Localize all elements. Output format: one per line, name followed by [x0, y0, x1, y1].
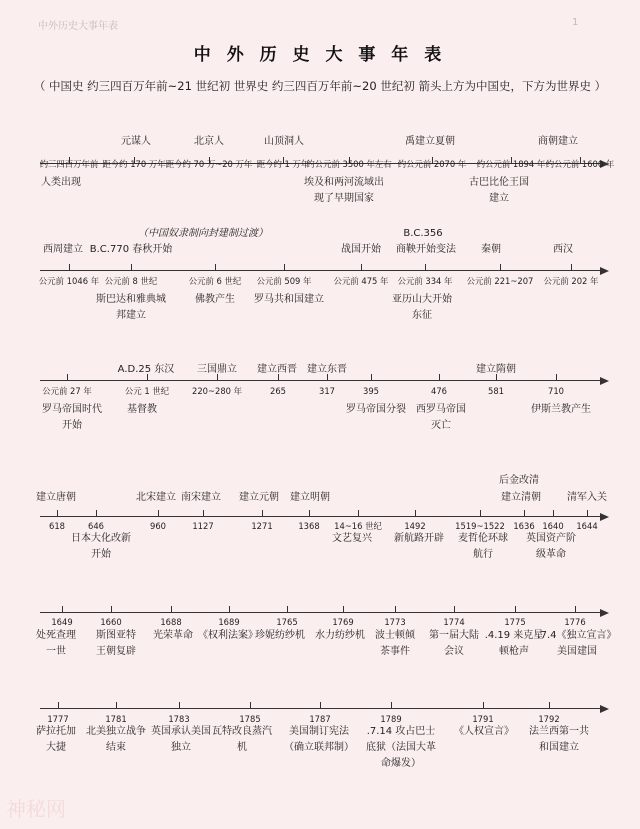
timeline-tick [415, 510, 416, 516]
timeline-tick [58, 702, 59, 708]
event-line: 和国建立 [539, 742, 579, 753]
event-above-label: （中国奴隶制向封建制过渡） [138, 228, 268, 239]
date-label: 公元前 509 年 [256, 276, 312, 286]
date-label: 1636 [513, 521, 535, 531]
event-below-label [429, 628, 479, 660]
event-above-label: 商朝建立 [538, 136, 578, 147]
event-line: 瓦特改良蒸汽 [212, 726, 272, 737]
event-line: 《人权宣言》 [454, 726, 514, 737]
date-label: 1783 [168, 714, 190, 724]
event-below-label [151, 724, 211, 756]
event-line: 西罗马帝国 [416, 404, 466, 415]
date-label: 1785 [239, 714, 261, 724]
date-label: 14~16 世纪 [334, 521, 382, 531]
date-label: 公元前 221~207 [466, 276, 534, 286]
event-below-label [36, 628, 76, 660]
event-above-label: 建立唐朝 [36, 492, 76, 503]
event-line: 亚历山大开始 [392, 294, 452, 305]
event-above-label: 三国鼎立 [197, 364, 237, 375]
event-line: 顿枪声 [499, 646, 529, 657]
event-below-label [485, 628, 544, 660]
event-below-label [531, 402, 591, 418]
event-line: 佛教产生 [195, 294, 235, 305]
date-label: 1688 [160, 617, 182, 627]
event-below-label [392, 292, 452, 324]
event-line: 王朝复辟 [96, 646, 136, 657]
date-label: 618 [49, 521, 65, 531]
date-label: 1775 [504, 617, 526, 627]
event-below-label [315, 628, 365, 644]
event-line: 处死查理 [36, 630, 76, 641]
event-below-label [36, 724, 76, 756]
date-label: 公元前 334 年 [397, 276, 453, 286]
date-label: 1492 [404, 521, 426, 531]
timeline-tick [556, 374, 557, 380]
timeline-tick [439, 374, 440, 380]
timeline-tick [425, 264, 426, 270]
timeline-tick [343, 606, 344, 612]
event-below-label [529, 724, 589, 756]
date-label: 1644 [576, 521, 598, 531]
event-above-label: 战国开始 [341, 244, 381, 255]
timeline-axis [40, 380, 600, 381]
date-label: 1789 [380, 714, 402, 724]
event-line: 罗马共和国建立 [254, 294, 324, 305]
event-line: 茶事件 [380, 646, 410, 657]
timeline-tick [358, 510, 359, 516]
timeline-tick [371, 374, 372, 380]
date-label: 公元前 1046 年 [38, 276, 100, 286]
date-label: 公元前 27 年 [42, 386, 92, 396]
event-line: 东征 [412, 310, 432, 321]
event-line: 水力纺纱机 [315, 630, 365, 641]
date-label: 1791 [472, 714, 494, 724]
timeline-tick [250, 702, 251, 708]
date-label: 220~280 年 [191, 386, 243, 396]
event-line: 建立 [489, 193, 509, 204]
date-label: 1689 [218, 617, 240, 627]
event-line: （确立联邦制） [284, 742, 354, 753]
timeline-tick [575, 606, 576, 612]
event-below-label [96, 628, 136, 660]
event-above-label: B.C.770 春秋开始 [89, 244, 173, 255]
timeline-tick [171, 606, 172, 612]
event-line: 第一届大陆 [429, 630, 479, 641]
event-below-label [304, 175, 384, 207]
header-title: 中外历史大事年表 [38, 21, 118, 32]
event-below-label [41, 175, 81, 191]
event-above-label: 北京人 [194, 136, 224, 147]
date-label: 710 [548, 386, 564, 396]
event-line: 埃及和两河流域出 [304, 177, 384, 188]
event-line: 罗马帝国分裂 [346, 404, 406, 415]
event-above-label: 建立元朝 [239, 492, 279, 503]
event-below-label [454, 724, 514, 740]
date-label: 1773 [384, 617, 406, 627]
event-below-label [394, 531, 444, 547]
event-line: 古巴比伦王国 [469, 177, 529, 188]
timeline-tick [553, 510, 554, 516]
event-below-label [416, 402, 466, 434]
event-below-label [127, 402, 157, 418]
event-line: 罗马帝国时代 [42, 404, 102, 415]
event-above-label: 建立西晋 [257, 364, 297, 375]
event-line: 开始 [91, 549, 111, 560]
event-line: 邦建立 [116, 310, 146, 321]
event-line: 斯图亚特 [96, 630, 136, 641]
event-above-label: 建立隋朝 [476, 364, 516, 375]
event-above-label: 建立明朝 [290, 492, 330, 503]
timeline-tick [515, 606, 516, 612]
event-above-label: 商鞅开始变法 [396, 244, 456, 255]
event-line: 命爆发） [381, 758, 421, 769]
event-line: 级革命 [536, 549, 566, 560]
timeline-tick [327, 374, 328, 380]
event-below-label [254, 292, 324, 308]
timeline-tick [262, 510, 263, 516]
event-below-label [255, 628, 305, 644]
page-title: 中 外 历 史 大 事 年 表 [193, 45, 447, 65]
event-below-label [458, 531, 508, 563]
event-line: .4.19 来克星 [484, 630, 544, 641]
event-line: 灭亡 [431, 420, 451, 431]
event-above-label: 建立东晋 [307, 364, 347, 375]
timeline-axis [40, 516, 600, 517]
timeline-tick [179, 702, 180, 708]
date-label: 1519~1522 [455, 521, 505, 531]
date-label: 1777 [47, 714, 69, 724]
timeline-tick [62, 606, 63, 612]
event-line: 光荣革命 [153, 630, 193, 641]
timeline-tick [287, 606, 288, 612]
event-above-label: 南宋建立 [181, 492, 221, 503]
event-below-label [332, 531, 372, 547]
timeline-tick [361, 264, 362, 270]
event-line: 《权利法案》 [198, 630, 258, 641]
event-below-label [284, 724, 354, 756]
event-above-label: 山顶洞人 [264, 136, 304, 147]
event-line: 现了早期国家 [314, 193, 374, 204]
event-line: 大捷 [46, 742, 66, 753]
date-label: 约公元前 2070 年 [397, 159, 467, 169]
timeline-tick [483, 702, 484, 708]
event-line: 机 [237, 742, 247, 753]
event-line: 航行 [473, 549, 493, 560]
event-line: 美国建国 [557, 646, 597, 657]
date-label: 公元前 475 年 [333, 276, 389, 286]
timeline-tick [571, 264, 572, 270]
date-label: 1127 [192, 521, 214, 531]
event-above-label: 建立清朝 [501, 492, 541, 503]
date-label: 317 [319, 386, 335, 396]
page-subtitle: （ 中国史 约三四百万年前~21 世纪初 世界史 约三四百万年前~20 世纪初 箭头上方为中国史，下方为世界史 ） [33, 79, 607, 93]
date-label: 1781 [105, 714, 127, 724]
date-label: 1368 [298, 521, 320, 531]
timeline-tick [215, 264, 216, 270]
date-label: 1660 [100, 617, 122, 627]
timeline-tick [480, 510, 481, 516]
date-label: 公元前 6 世纪 [188, 276, 242, 286]
event-below-label [537, 628, 616, 660]
watermark: 神秘网 [6, 797, 66, 821]
date-label: 距今约 170 万年 [102, 159, 166, 169]
arrowhead-icon [600, 513, 609, 521]
event-above-label: 北宋建立 [136, 492, 176, 503]
timeline-tick [96, 510, 97, 516]
event-above-label: 西汉 [553, 244, 573, 255]
date-label: 公元前 202 年 [543, 276, 599, 286]
event-below-label [212, 724, 272, 756]
timeline-axis [40, 270, 600, 271]
timeline-tick [320, 702, 321, 708]
event-line: 珍妮纺纱机 [255, 630, 305, 641]
date-label: 476 [431, 386, 447, 396]
event-above-label: 清军入关 [567, 492, 607, 503]
timeline-tick [57, 510, 58, 516]
date-label: 1640 [542, 521, 564, 531]
timeline-tick [229, 606, 230, 612]
event-line: 伊斯兰教产生 [531, 404, 591, 415]
timeline-tick [524, 510, 525, 516]
event-above-label: B.C.356 [403, 228, 443, 239]
date-label: 距今约 1 万年 [256, 159, 310, 169]
event-line: 萨拉托加 [36, 726, 76, 737]
timeline-tick [69, 264, 70, 270]
event-line: .7.14 攻占巴士 [366, 726, 436, 737]
date-label: 395 [363, 386, 379, 396]
date-label: 1776 [564, 617, 586, 627]
timeline-tick [203, 510, 204, 516]
event-line: 基督教 [127, 404, 157, 415]
date-label: 约公元前 3500 年左右 [306, 159, 392, 169]
date-label: 约三四百万年前 [39, 159, 99, 169]
event-below-label [71, 531, 131, 563]
event-line: 会议 [444, 646, 464, 657]
timeline-tick [500, 264, 501, 270]
event-line: 波士顿倾 [375, 630, 415, 641]
date-label: 约公元前 1894 年 [476, 159, 546, 169]
event-below-label [195, 292, 235, 308]
event-above-label: 后金改清 [499, 475, 539, 486]
event-below-label [42, 402, 102, 434]
date-label: 公元 1 世纪 [124, 386, 170, 396]
event-line: .7.4《独立宣言》 [537, 630, 617, 641]
event-line: 独立 [171, 742, 191, 753]
event-line: 麦哲伦环球 [458, 533, 508, 544]
event-below-label [346, 402, 406, 418]
date-label: 1774 [443, 617, 465, 627]
date-label: 1769 [332, 617, 354, 627]
date-label: 646 [88, 521, 104, 531]
event-line: 北美独立战争 [86, 726, 146, 737]
event-line: 英国承认美国 [151, 726, 211, 737]
event-line: 法兰西第一共 [529, 726, 589, 737]
date-label: 距今约 70 万~20 万年 [165, 159, 253, 169]
timeline-axis [40, 612, 600, 613]
event-line: 美国制订宪法 [289, 726, 349, 737]
event-line: 日本大化改新 [71, 533, 131, 544]
timeline-tick [309, 510, 310, 516]
event-below-label [153, 628, 193, 644]
date-label: 1649 [51, 617, 73, 627]
event-below-label [469, 175, 529, 207]
timeline-tick [395, 606, 396, 612]
event-line: 开始 [62, 420, 82, 431]
timeline-axis [40, 708, 600, 709]
event-below-label [96, 292, 166, 324]
event-below-label [366, 724, 436, 772]
event-below-label [198, 628, 258, 644]
event-line: 文艺复兴 [332, 533, 372, 544]
arrowhead-icon [600, 609, 609, 617]
timeline-tick [131, 264, 132, 270]
timeline-tick [284, 264, 285, 270]
page-number: 1 [572, 17, 579, 28]
date-label: 约公元前 1600 年 [545, 159, 615, 169]
arrowhead-icon [600, 267, 609, 275]
arrowhead-icon [600, 705, 609, 713]
timeline-tick [158, 510, 159, 516]
event-line: 一世 [46, 646, 66, 657]
event-line: 人类出现 [41, 177, 81, 188]
date-label: 1271 [251, 521, 273, 531]
event-below-label [526, 531, 576, 563]
timeline-tick [496, 374, 497, 380]
event-line: 斯巴达和雅典城 [96, 294, 166, 305]
event-line: 底狱（法国大革 [366, 742, 436, 753]
timeline-tick [116, 702, 117, 708]
event-line: 结束 [106, 742, 126, 753]
timeline-tick [391, 702, 392, 708]
event-above-label: A.D.25 东汉 [117, 364, 175, 375]
date-label: 960 [150, 521, 166, 531]
timeline-tick [67, 374, 68, 380]
date-label: 1792 [538, 714, 560, 724]
date-label: 581 [488, 386, 504, 396]
timeline-tick [454, 606, 455, 612]
date-label: 265 [270, 386, 286, 396]
date-label: 1787 [309, 714, 331, 724]
date-label: 公元前 8 世纪 [104, 276, 158, 286]
event-line: 英国资产阶 [526, 533, 576, 544]
event-below-label [375, 628, 415, 660]
timeline-tick [111, 606, 112, 612]
event-below-label [86, 724, 146, 756]
event-above-label: 元谋人 [121, 136, 151, 147]
timeline-tick [278, 374, 279, 380]
date-label: 1765 [276, 617, 298, 627]
timeline-tick [217, 374, 218, 380]
timeline-tick [147, 374, 148, 380]
event-above-label: 禹建立夏朝 [405, 136, 455, 147]
timeline-tick [587, 510, 588, 516]
timeline-tick [549, 702, 550, 708]
arrowhead-icon [600, 377, 609, 385]
event-above-label: 西周建立 [43, 244, 83, 255]
event-line: 新航路开辟 [394, 533, 444, 544]
event-above-label: 秦朝 [481, 244, 501, 255]
